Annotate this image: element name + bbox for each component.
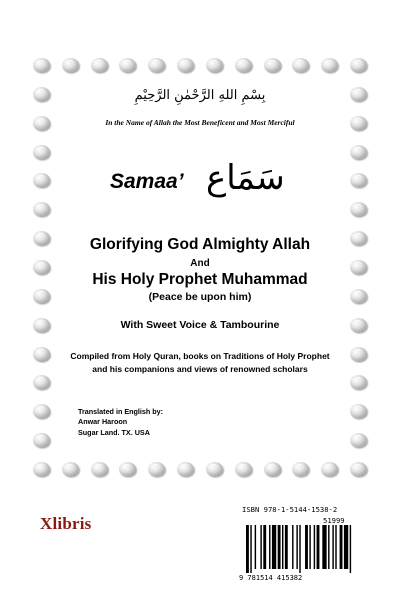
barcode-bar — [260, 525, 261, 569]
tambourine-icon — [206, 462, 223, 476]
barcode-bar — [296, 525, 297, 569]
tambourine-icon — [206, 58, 223, 72]
tambourine-icon — [62, 58, 79, 72]
tambourine-icon — [321, 462, 338, 476]
tambourine-icon — [33, 375, 50, 389]
tambourine-icon — [235, 462, 252, 476]
title-arabic: سَمَاع — [206, 158, 285, 198]
tambourine-icon — [33, 231, 50, 245]
barcode-bar — [340, 525, 343, 569]
barcode-bar — [335, 525, 336, 569]
tambourine-icon — [350, 202, 367, 216]
tambourine-icon — [33, 318, 50, 332]
barcode-bar — [292, 525, 293, 569]
tambourine-icon — [350, 462, 367, 476]
tambourine-icon — [33, 173, 50, 187]
tambourine-icon — [350, 404, 367, 418]
tambourine-icon — [119, 58, 136, 72]
barcode-bar — [278, 525, 281, 569]
heading-and: And — [190, 258, 210, 269]
tambourine-icon — [264, 462, 281, 476]
barcode-digits: 9 781514 415382 — [239, 574, 303, 582]
tambourine-icon — [33, 145, 50, 159]
tambourine-icon — [350, 173, 367, 187]
barcode-bar — [282, 525, 283, 569]
tambourine-icon — [33, 347, 50, 361]
barcode-bar — [305, 525, 308, 569]
tambourine-icon — [350, 289, 367, 303]
heading-pbuh: (Peace be upon him) — [148, 291, 252, 303]
tambourine-icon — [235, 58, 252, 72]
tambourine-icon — [350, 375, 367, 389]
bismillah-calligraphy: بِسْمِ اللهِ الرَّحْمٰنِ الرَّحِيْمِ — [134, 88, 266, 103]
barcode-bar — [322, 525, 326, 569]
tambourine-icon — [119, 462, 136, 476]
tambourine-icon — [62, 462, 79, 476]
subtitle: With Sweet Voice & Tambourine — [120, 319, 280, 331]
tambourine-icon — [33, 202, 50, 216]
barcode-bar — [250, 525, 251, 573]
tambourine-icon — [350, 231, 367, 245]
barcode-bar — [272, 525, 276, 569]
publisher-logo: Xlibris — [40, 514, 92, 533]
tambourine-icon — [33, 462, 50, 476]
barcode-bar — [263, 525, 266, 569]
tambourine-icon — [33, 260, 50, 274]
tambourine-icon — [350, 145, 367, 159]
tambourine-icon — [33, 289, 50, 303]
translator-label: Translated in English by: — [78, 407, 164, 416]
barcode-bar — [246, 525, 249, 573]
barcode — [246, 525, 354, 573]
tambourine-icon — [33, 433, 50, 447]
tambourine-icon — [148, 58, 165, 72]
barcode-bar — [309, 525, 310, 569]
tambourine-icon — [292, 462, 309, 476]
translator-name: Anwar Haroon — [78, 417, 128, 427]
heading-line-2: His Holy Prophet Muhammad — [92, 271, 308, 288]
tambourine-icon — [350, 260, 367, 274]
bismillah-translation: In the Name of Allah the Most Beneficent and Most Merciful — [105, 118, 295, 127]
title-latin: Samaa’ — [110, 170, 184, 193]
barcode-bar — [332, 525, 333, 569]
tambourine-icon — [33, 87, 50, 101]
barcode-bar — [269, 525, 270, 569]
barcode-bar — [299, 525, 300, 573]
tambourine-icon — [91, 58, 108, 72]
tambourine-icon — [350, 87, 367, 101]
tambourine-icon — [350, 433, 367, 447]
barcode-bar — [350, 525, 351, 573]
tambourine-icon — [350, 318, 367, 332]
tambourine-icon — [91, 462, 108, 476]
barcode-bar — [317, 525, 320, 569]
tambourine-icon — [177, 462, 194, 476]
tambourine-icon — [148, 462, 165, 476]
translator-credit — [78, 407, 163, 438]
barcode-bar — [255, 525, 256, 569]
tambourine-icon — [292, 58, 309, 72]
tambourine-icon — [264, 58, 281, 72]
tambourine-icon — [321, 58, 338, 72]
title-row — [110, 158, 310, 210]
description: Compiled from Holy Quran, books on Traditions of Holy Prophet and his companions and views of renowned scholars — [70, 351, 330, 375]
barcode-bar — [314, 525, 315, 569]
isbn-number: ISBN 978-1-5144-1538-2 — [242, 505, 338, 514]
heading-line-1: Glorifying God Almighty Allah — [89, 236, 311, 253]
tambourine-icon — [33, 404, 50, 418]
tambourine-icon — [350, 58, 367, 72]
translator-location: Sugar Land. TX. USA — [78, 427, 150, 437]
tambourine-icon — [177, 58, 194, 72]
barcode-bar — [344, 525, 348, 569]
tambourine-icon — [350, 347, 367, 361]
tambourine-icon — [33, 58, 50, 72]
price-code: 51999 — [323, 516, 345, 525]
barcode-bar — [285, 525, 288, 569]
barcode-bar — [328, 525, 329, 569]
